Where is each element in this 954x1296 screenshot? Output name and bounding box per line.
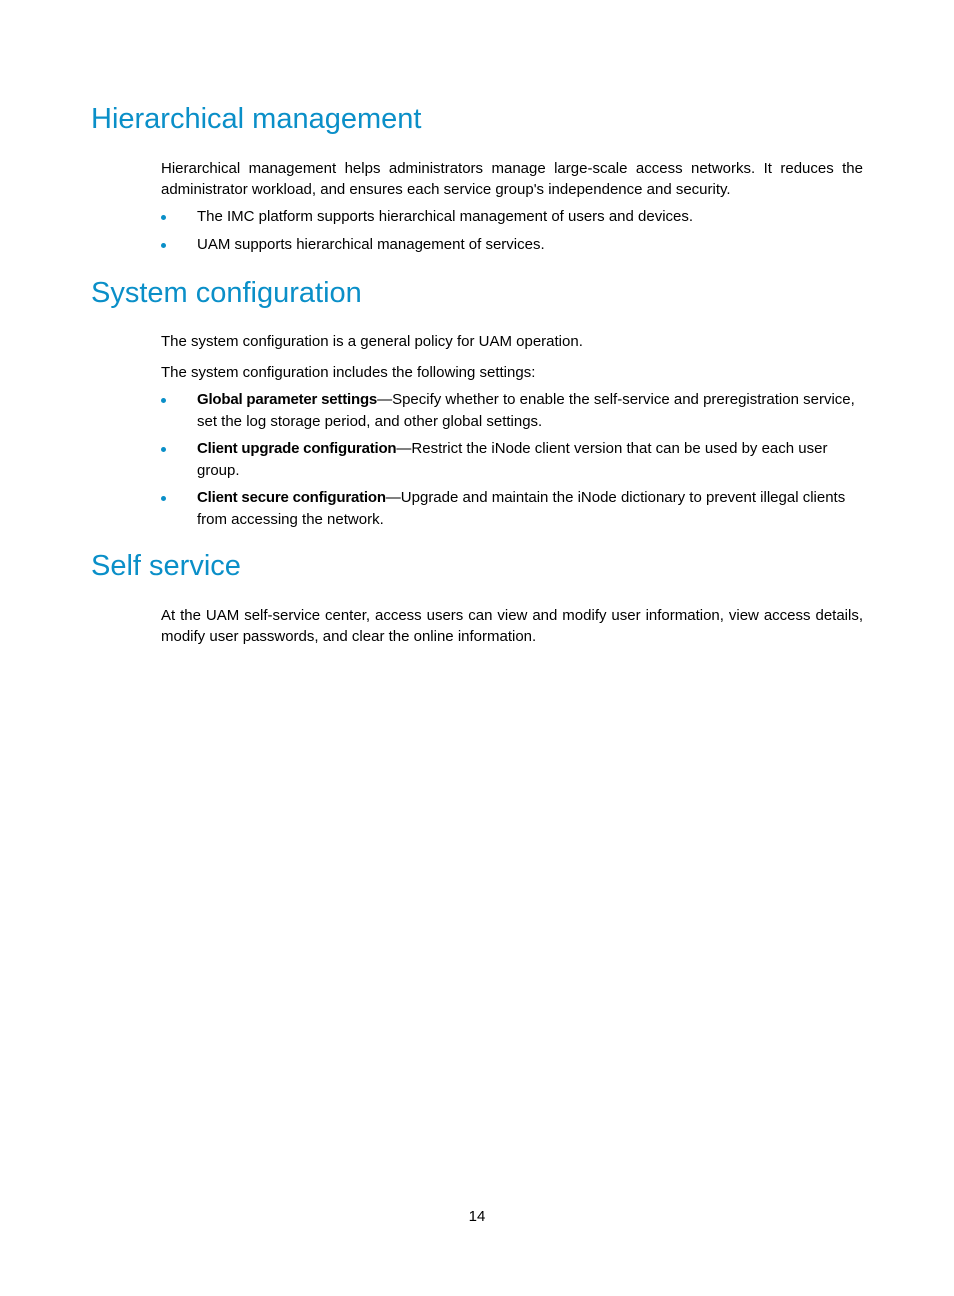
list-item-term: Client secure configuration xyxy=(197,489,386,506)
list-item-term: Global parameter settings xyxy=(197,391,378,408)
system-configuration-paragraph: The system configuration is a general policy for UAM operation. xyxy=(161,333,583,350)
system-configuration-paragraph: The system configuration includes the following settings: xyxy=(161,364,536,381)
list-item-description: —Restrict the iNode client version that can be used by each user group. xyxy=(197,440,828,479)
bullet-icon xyxy=(161,447,166,452)
list-item-text xyxy=(197,389,863,432)
list-item xyxy=(161,389,863,432)
list-item-text xyxy=(197,438,863,481)
list-item xyxy=(161,487,863,530)
bullet-icon xyxy=(161,398,166,403)
section-title-self-service: Self service xyxy=(91,550,241,582)
self-service-intro: At the UAM self-service center, access users can view and modify user information, view access details, modify user passwords, and clear the online information. xyxy=(161,607,863,645)
list-item xyxy=(161,438,863,481)
list-item-text xyxy=(197,487,863,530)
section-title-hierarchical-management: Hierarchical management xyxy=(91,103,422,135)
list-item-description: —Upgrade and maintain the iNode dictionary to prevent illegal clients from accessing the network. xyxy=(197,489,846,528)
section-title-system-configuration: System configuration xyxy=(91,277,362,309)
list-item xyxy=(161,234,863,256)
list-item-text: The IMC platform supports hierarchical management of users and devices. xyxy=(197,208,694,225)
page-number: 14 xyxy=(468,1208,486,1225)
bullet-icon xyxy=(161,496,166,501)
bullet-icon xyxy=(161,215,166,220)
bullet-icon xyxy=(161,243,166,248)
hierarchical-management-intro: Hierarchical management helps administrators manage large-scale access networks. It reduces the administrator workload, and ensures each service group's independence and security. xyxy=(161,160,863,198)
list-item-description: —Specify whether to enable the self-service and preregistration service, set the log storage period, and other global settings. xyxy=(197,391,855,430)
list-item-term: Client upgrade configuration xyxy=(197,440,397,457)
list-item xyxy=(161,206,863,228)
list-item-text: UAM supports hierarchical management of services. xyxy=(197,236,545,253)
